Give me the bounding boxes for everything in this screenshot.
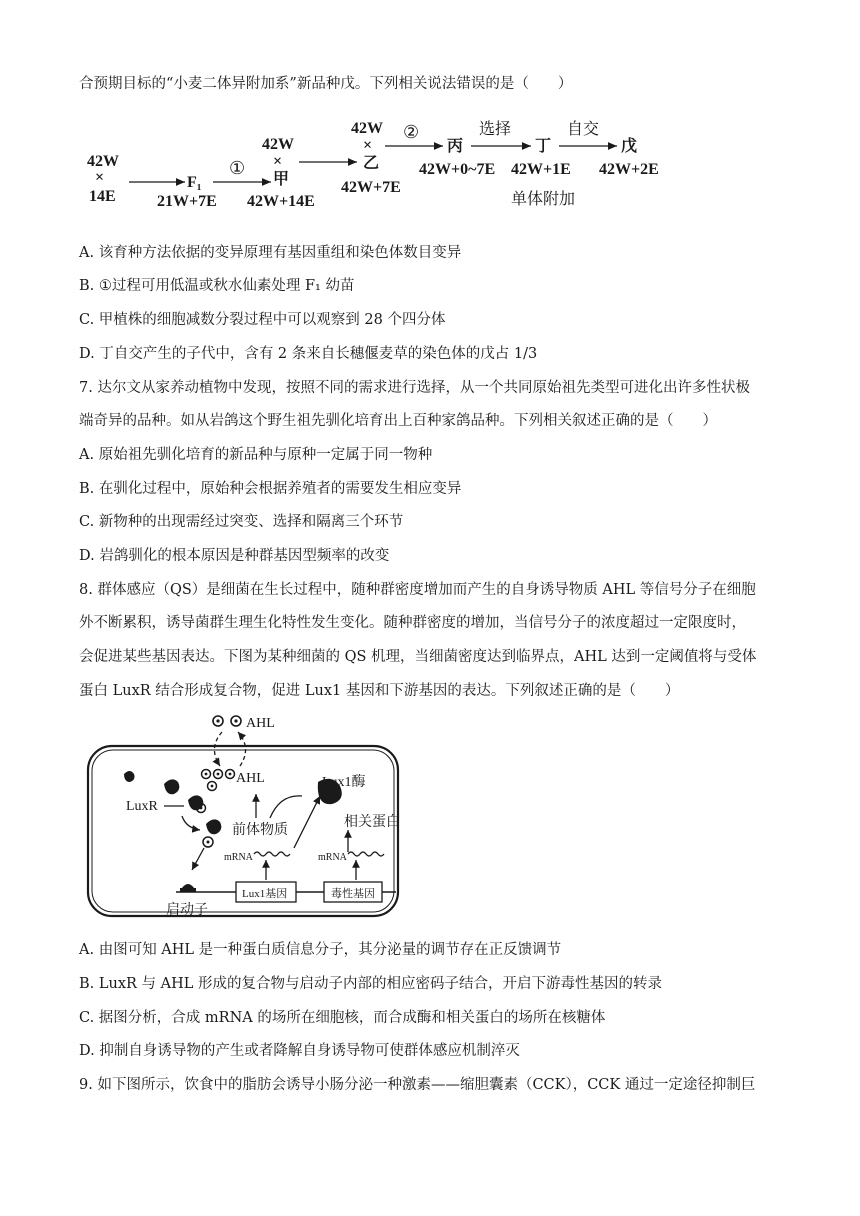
quorum-sensing-diagram — [80, 708, 410, 920]
bing-genome-label: 42W+0~7E — [419, 161, 496, 178]
promoter-bound-complex — [182, 884, 194, 888]
selfing-label: 自交 — [567, 121, 600, 138]
q6-option-a: A. 该育种方法依据的变异原理有基因重组和染色体数目变异 — [79, 245, 462, 261]
step-1-label: ① — [229, 158, 246, 178]
wu-label: 戊 — [621, 138, 638, 155]
ahl-inside-label: AHL — [236, 771, 265, 786]
q8-stem-line-4: 蛋白 LuxR 结合形成复合物，促进 Lux1 基因和下游基因的表达。下列叙述正确的是（ ） — [79, 683, 680, 699]
q7-option-d: D. 岩鸽驯化的根本原因是种群基因型频率的改变 — [79, 548, 390, 564]
related-protein-label: 相关蛋白 — [344, 815, 400, 830]
q8-stem-line-3: 会促进某些基因表达。下图为某种细菌的 QS 机理，当细菌密度达到临界点，AHL 达到一定阈值将与受体 — [79, 649, 757, 665]
mrna1-to-enzyme-arrow — [294, 796, 320, 848]
jia-genome-label: 42W+14E — [247, 193, 315, 210]
q7-option-b: B. 在驯化过程中，原始种会根据养殖者的需要发生相应变异 — [79, 481, 462, 497]
yi-label: 乙 — [363, 155, 380, 172]
complex-to-promoter-arrow — [192, 848, 204, 870]
parent-wheat-label: 42W — [87, 153, 119, 170]
ahl-influx-arrow — [214, 732, 222, 766]
wu-genome-label: 42W+2E — [599, 161, 659, 178]
jia-cross-wheat-label: 42W — [262, 136, 294, 153]
q7-stem-line-2: 端奇异的品种。如从岩鸽这个野生祖先驯化培育出上百种家鸽品种。下列相关叙述正确的是（ ） — [79, 413, 717, 429]
q8-stem-line-2: 外不断累积，诱导菌群生理生化特性发生变化。随种群密度的增加，当信号分子的浓度超过一定限度时， — [79, 615, 746, 631]
mrna-2-label: mRNA — [318, 852, 347, 863]
toxic-gene-label: 毒性基因 — [331, 888, 375, 900]
breeding-scheme-diagram — [79, 112, 679, 216]
yi-cross-wheat-label: 42W — [351, 120, 383, 137]
q7-stem-line-1: 7. 达尔文从家养动植物中发现，按照不同的需求进行选择，从一个共同原始祖先类型可进化出许多性状极 — [79, 380, 750, 396]
ahl-efflux-arrow — [238, 732, 246, 766]
ahl-molecules-outside — [213, 716, 241, 726]
yi-genome-label: 42W+7E — [341, 179, 401, 196]
q8-option-b: B. LuxR 与 AHL 形成的复合物与启动子内部的相应密码子结合，开启下游毒性基因的转录 — [79, 976, 663, 992]
mrna-1-strand — [254, 852, 290, 856]
q6-option-c: C. 甲植株的细胞减数分裂过程中可以观察到 28 个四分体 — [79, 312, 446, 328]
q8-option-a: A. 由图可知 AHL 是一种蛋白质信息分子，其分泌量的调节存在正反馈调节 — [79, 942, 562, 958]
q8-option-c: C. 据图分析，合成 mRNA 的场所在细胞核，而合成酶和相关蛋白的场所在核糖体 — [79, 1010, 606, 1026]
bing-label: 丙 — [447, 138, 464, 155]
promoter-label: 启动子 — [166, 903, 208, 918]
promoter-region — [180, 888, 196, 892]
f1-genome-label: 21W+7E — [157, 193, 217, 210]
cross-symbol-2: × — [273, 153, 283, 170]
ding-label: 丁 — [535, 138, 552, 155]
q6-option-b: B. ①过程可用低温或秋水仙素处理 F₁ 幼苗 — [79, 278, 355, 294]
q8-option-d: D. 抑制自身诱导物的产生或者降解自身诱导物可使群体感应机制淬灭 — [79, 1043, 520, 1059]
selection-label: 选择 — [479, 121, 512, 138]
cross-symbol-1: × — [95, 169, 105, 186]
luxr-label: LuxR — [126, 799, 158, 814]
step-2-label: ② — [403, 122, 420, 142]
jia-label: 甲 — [273, 171, 290, 188]
luxr-binding-arrow — [182, 816, 200, 830]
q7-option-c: C. 新物种的出现需经过突变、选择和隔离三个环节 — [79, 514, 404, 530]
question-6-stem-tail: 合预期目标的“小麦二体异附加系”新品种戊。下列相关说法错误的是（ ） — [79, 76, 573, 92]
q9-stem-line-1: 9. 如下图所示，饮食中的脂肪会诱导小肠分泌一种激素——缩胆囊素（CCK），CCK 通过一定途径抑制巨 — [79, 1077, 756, 1093]
cross-symbol-3: × — [363, 137, 373, 154]
precursor-label: 前体物质 — [232, 823, 288, 838]
f1-label: F₁ — [187, 174, 202, 191]
lux1-enzyme-label: Lux1酶 — [322, 775, 366, 790]
enzyme-to-precursor-line — [270, 796, 302, 818]
ding-genome-label: 42W+1E — [511, 161, 571, 178]
lux1-gene-label: Lux1基因 — [242, 888, 288, 900]
ahl-outside-label: AHL — [246, 716, 275, 731]
mrna-1-label: mRNA — [224, 852, 253, 863]
parent-wheatgrass-label: 14E — [89, 188, 116, 205]
q7-option-a: A. 原始祖先驯化培育的新品种与原种一定属于同一物种 — [79, 447, 433, 463]
mrna-2-strand — [348, 852, 384, 856]
q6-option-d: D. 丁自交产生的子代中，含有 2 条来自长穗偃麦草的染色体的戊占 1/3 — [79, 346, 538, 362]
monosomic-addition-label: 单体附加 — [511, 191, 576, 208]
q8-stem-line-1: 8. 群体感应（QS）是细菌在生长过程中，随种群密度增加而产生的自身诱导物质 AHL 等信号分子在细胞 — [79, 582, 756, 598]
